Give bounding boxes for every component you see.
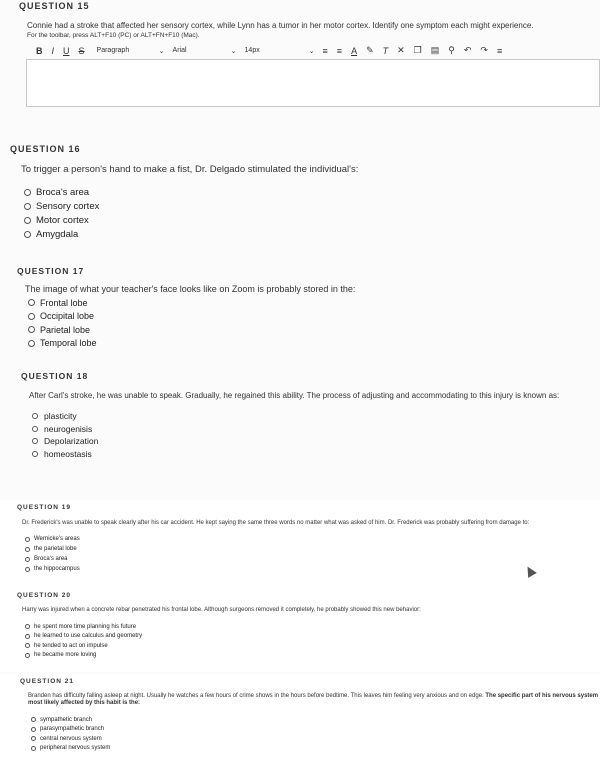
options-list bbox=[25, 622, 142, 660]
radio-button[interactable] bbox=[32, 426, 38, 432]
paragraph-select[interactable] bbox=[97, 47, 165, 55]
option[interactable] bbox=[25, 554, 80, 564]
underline-button[interactable]: U bbox=[63, 45, 70, 56]
radio-button[interactable] bbox=[31, 717, 36, 722]
radio-button[interactable] bbox=[28, 326, 35, 333]
radio-button[interactable] bbox=[28, 340, 35, 347]
question-heading: QUESTION 19 bbox=[17, 504, 71, 511]
question-prompt-emphasis: The specific part of his nervous system most likely affected by this habit is the: bbox=[28, 693, 599, 706]
option[interactable] bbox=[28, 337, 97, 351]
option[interactable] bbox=[25, 651, 142, 661]
font-select-value: Arial bbox=[172, 47, 187, 54]
option-label: Parietal lobe bbox=[40, 324, 91, 335]
radio-button[interactable] bbox=[24, 217, 31, 224]
answer-text-editor[interactable] bbox=[26, 59, 600, 107]
option[interactable] bbox=[25, 632, 142, 642]
option[interactable] bbox=[31, 734, 110, 744]
option-label: Motor cortex bbox=[36, 214, 89, 226]
editor-toolbar bbox=[26, 43, 600, 58]
radio-button[interactable] bbox=[31, 727, 36, 732]
paragraph-select-value: Paragraph bbox=[96, 47, 130, 54]
numbered-list-icon[interactable]: ≡ bbox=[336, 45, 343, 56]
question-prompt-text: Branden has difficulty falling asleep at night. Usually he watches a few hours of crime shows in the hours before bedtime. This leaves him feeling very anxious and on edge. bbox=[28, 693, 484, 699]
option-label: he became more loving bbox=[34, 652, 97, 659]
option-label: Broca's area bbox=[36, 186, 90, 198]
option[interactable] bbox=[25, 641, 142, 651]
radio-button[interactable] bbox=[32, 438, 38, 444]
option[interactable] bbox=[28, 310, 97, 324]
radio-button[interactable] bbox=[32, 451, 38, 457]
radio-button[interactable] bbox=[25, 634, 30, 639]
italic-button[interactable]: I bbox=[51, 45, 55, 56]
radio-button[interactable] bbox=[31, 736, 36, 741]
option-label: he learned to use calculus and geometry bbox=[34, 633, 143, 640]
option-label: Occipital lobe bbox=[40, 311, 95, 322]
option[interactable] bbox=[32, 448, 98, 461]
option-label: he spent more time planning his future bbox=[34, 623, 137, 630]
option[interactable] bbox=[28, 323, 97, 337]
bullet-list-icon[interactable]: ≡ bbox=[322, 45, 328, 56]
radio-button[interactable] bbox=[24, 189, 31, 196]
option-label: neurogenisis bbox=[44, 423, 93, 434]
options-list bbox=[31, 715, 110, 753]
option[interactable] bbox=[24, 199, 99, 213]
option[interactable] bbox=[25, 544, 80, 554]
highlight-icon[interactable]: ✎ bbox=[366, 45, 374, 55]
strikethrough-button[interactable]: S bbox=[78, 45, 85, 56]
option-label: peripheral nervous system bbox=[40, 745, 111, 752]
radio-button[interactable] bbox=[24, 231, 31, 238]
font-size-select[interactable] bbox=[245, 47, 315, 55]
question-prompt: The image of what your teacher's face looks like on Zoom is probably stored in the: bbox=[25, 284, 356, 294]
question-heading: QUESTION 21 bbox=[20, 678, 74, 685]
cut-icon[interactable]: ✕ bbox=[397, 45, 405, 55]
text-color-icon[interactable]: A bbox=[351, 45, 358, 56]
redo-icon[interactable]: ↷ bbox=[480, 45, 488, 55]
option[interactable] bbox=[28, 296, 97, 310]
chevron-down-icon: ⌄ bbox=[308, 47, 315, 55]
option-label: he tended to act on impulse bbox=[34, 642, 108, 649]
radio-button[interactable] bbox=[25, 567, 30, 572]
question-19 bbox=[0, 500, 600, 588]
option[interactable] bbox=[24, 185, 99, 199]
question-prompt: To trigger a person's hand to make a fist, Dr. Delgado stimulated the individual's: bbox=[21, 164, 359, 175]
option-label: central nervous system bbox=[40, 735, 102, 742]
option-label: Amygdala bbox=[36, 228, 79, 240]
option-label: Broca's area bbox=[34, 556, 68, 562]
option[interactable] bbox=[31, 744, 110, 754]
option[interactable] bbox=[24, 213, 99, 227]
option[interactable] bbox=[32, 435, 98, 448]
question-prompt: After Carl's stroke, he was unable to speak. Gradually, he regained this ability. The process of adjusting and accommodating to this injury is known as: bbox=[29, 391, 560, 400]
question-prompt bbox=[28, 693, 600, 707]
question-heading: QUESTION 18 bbox=[21, 371, 89, 381]
options-list bbox=[28, 296, 97, 350]
search-icon[interactable]: ⚲ bbox=[448, 45, 455, 55]
option[interactable] bbox=[25, 534, 80, 544]
option-label: Temporal lobe bbox=[40, 338, 97, 349]
radio-button[interactable] bbox=[25, 547, 30, 552]
clear-format-icon[interactable]: T bbox=[382, 45, 389, 56]
option[interactable] bbox=[25, 622, 142, 632]
question-17 bbox=[0, 259, 600, 369]
option[interactable] bbox=[31, 725, 110, 735]
radio-button[interactable] bbox=[25, 537, 30, 542]
options-list bbox=[32, 410, 98, 460]
option-label: the parietal lobe bbox=[34, 546, 77, 552]
option-label: Frontal lobe bbox=[40, 297, 88, 308]
option[interactable] bbox=[25, 564, 80, 574]
radio-button[interactable] bbox=[28, 299, 35, 306]
question-prompt: Harry was injured when a concrete rebar penetrated his frontal lobe. Although surgeons removed it completely, he probably showed this new behavior: bbox=[22, 607, 421, 613]
question-18 bbox=[0, 366, 600, 486]
question-16 bbox=[0, 137, 600, 255]
chevron-down-icon: ⌄ bbox=[230, 47, 237, 55]
question-prompt: Dr. Frederick's was unable to speak clearly after his car accident. He kept saying the same three words no matter what was asked of him. Dr. Frederick was probably suffering from damage to: bbox=[22, 520, 530, 526]
paste-icon[interactable]: ▤ bbox=[430, 45, 440, 55]
radio-button[interactable] bbox=[25, 557, 30, 562]
radio-button[interactable] bbox=[24, 203, 31, 210]
copy-icon[interactable]: ❐ bbox=[413, 45, 422, 55]
undo-icon[interactable]: ↶ bbox=[463, 45, 472, 55]
font-select[interactable] bbox=[173, 47, 237, 55]
question-heading: QUESTION 17 bbox=[17, 266, 85, 276]
option[interactable] bbox=[24, 227, 99, 241]
align-icon[interactable]: ≡ bbox=[496, 45, 503, 56]
options-list bbox=[25, 534, 80, 574]
chevron-down-icon: ⌄ bbox=[158, 47, 165, 55]
toolbar-hint: For the toolbar, press ALT+F10 (PC) or ALT+FN+F10 (Mac). bbox=[27, 32, 200, 39]
option-label: sympathetic branch bbox=[40, 716, 93, 723]
question-heading: QUESTION 15 bbox=[19, 1, 90, 11]
font-size-select-value: 14px bbox=[244, 47, 260, 54]
question-21 bbox=[0, 674, 600, 758]
option[interactable] bbox=[32, 423, 98, 436]
options-list bbox=[24, 185, 99, 241]
radio-button[interactable] bbox=[25, 653, 30, 658]
question-20 bbox=[0, 588, 600, 672]
option-label: homeostasis bbox=[44, 448, 92, 459]
radio-button[interactable] bbox=[25, 624, 30, 629]
option[interactable] bbox=[32, 410, 98, 423]
radio-button[interactable] bbox=[32, 413, 38, 419]
option-label: Wernicke's areas bbox=[34, 536, 80, 542]
option[interactable] bbox=[31, 715, 110, 725]
option-label: parasympathetic branch bbox=[40, 726, 105, 733]
bold-button[interactable]: B bbox=[36, 45, 43, 56]
question-heading: QUESTION 16 bbox=[10, 144, 81, 154]
question-prompt: Connie had a stroke that affected her sensory cortex, while Lynn has a tumor in her motor cortex. Identify one symptom each might experience. bbox=[27, 21, 534, 30]
question-heading: QUESTION 20 bbox=[17, 592, 71, 599]
option-label: the hippocampus bbox=[34, 566, 80, 572]
radio-button[interactable] bbox=[25, 643, 30, 648]
radio-button[interactable] bbox=[28, 313, 35, 320]
option-label: Depolarization bbox=[44, 436, 99, 447]
option-label: Sensory cortex bbox=[36, 200, 100, 212]
option-label: plasticity bbox=[44, 411, 77, 422]
radio-button[interactable] bbox=[31, 746, 36, 751]
